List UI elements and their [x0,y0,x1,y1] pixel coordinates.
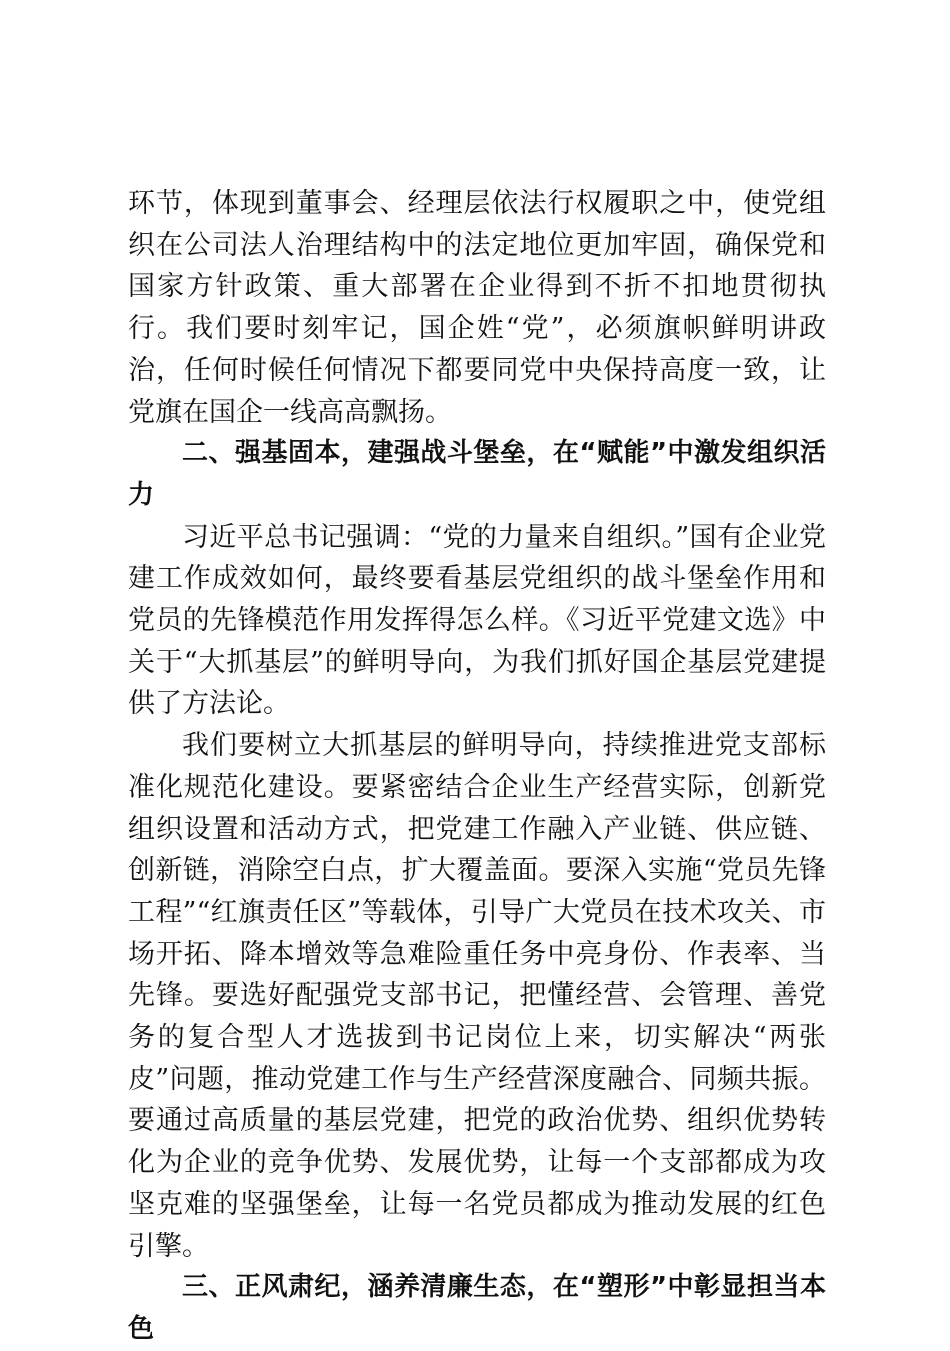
document-body [128,183,826,1351]
section-heading-2: 二、强基固本，建强战斗堡垒，在“赋能”中激发组织活力 [128,438,826,510]
paragraph-continued: 环节，体现到董事会、经理层依法行权履职之中，使党组织在公司法人治理结构中的法定地位更加牢固，确保党和国家方针政策、重大部署在企业得到不折不扣地贯彻执行。我们要时刻牢记，国企姓“党”，必须旗帜鲜明讲政治，任何时候任何情况下都要同党中央保持高度一致，让党旗在国企一线高高飘扬。 [128,188,826,428]
paragraph: 我们要树立大抓基层的鲜明导向，持续推进党支部标准化规范化建设。要紧密结合企业生产经营实际，创新党组织设置和活动方式，把党建工作融入产业链、供应链、创新链，消除空白点，扩大覆盖面。要深入实施“党员先锋工程”“红旗责任区”等载体，引导广大党员在技术攻关、市场开拓、降本增效等急难险重任务中亮身份、作表率、当先锋。要选好配强党支部书记，把懂经营、会管理、善党务的复合型人才选拔到书记岗位上来，切实解决“两张皮”问题，推动党建工作与生产经营深度融合、同频共振。要通过高质量的基层党建，把党的政治优势、组织优势转化为企业的竞争优势、发展优势，让每一个支部都成为攻坚克难的坚强堡垒，让每一名党员都成为推动发展的红色引擎。 [128,730,826,1262]
section-heading-3: 三、正风肃纪，涵养清廉生态，在“塑形”中彰显担当本色 [128,1272,826,1344]
paragraph: 习近平总书记强调：“党的力量来自组织。”国有企业党建工作成效如何，最终要看基层党组织的战斗堡垒作用和党员的先锋模范作用发挥得怎么样。《习近平党建文选》中关于“大抓基层”的鲜明导向，为我们抓好国企基层党建提供了方法论。 [128,521,826,720]
